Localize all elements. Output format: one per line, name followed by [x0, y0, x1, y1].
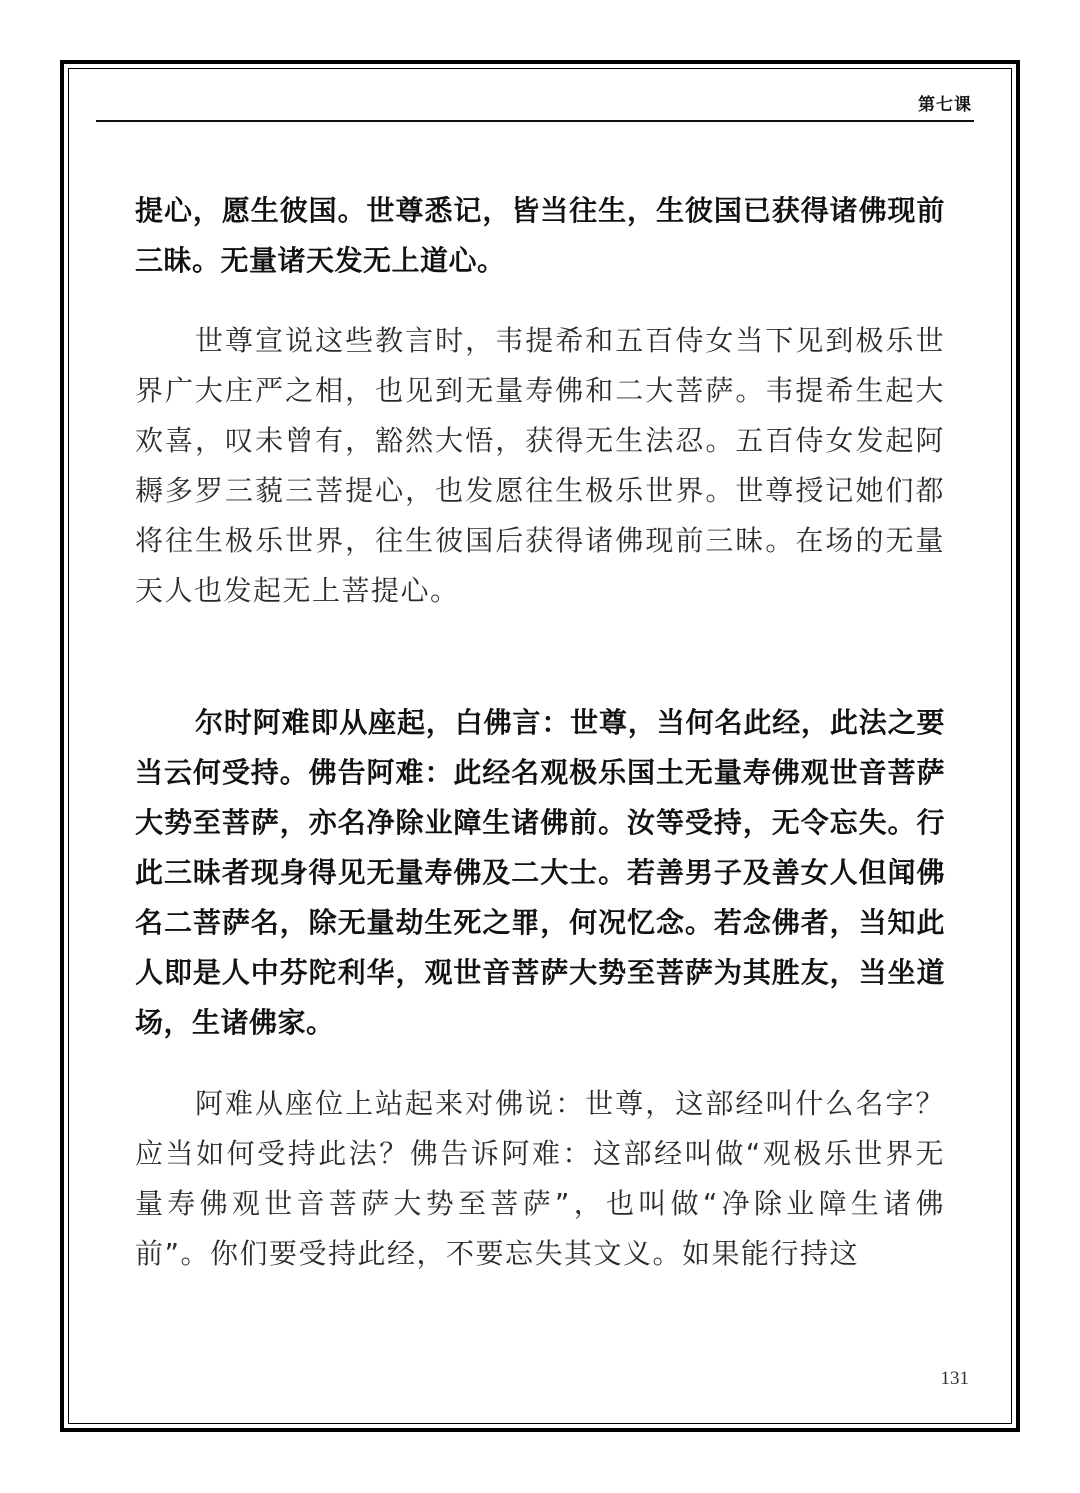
explanation-paragraph-2: 阿难从座位上站起来对佛说：世尊，这部经叫什么名字？应当如何受持此法？佛告诉阿难：这部经叫做“观极乐世界无量寿佛观世音菩萨大势至菩萨”，也叫做“净除业障生诸佛前”。你们要受持此经，不要忘失其文义。如果能行持这: [135, 1087, 945, 1270]
sutra-passage-1: 提心，愿生彼国。世尊悉记，皆当往生，生彼国已获得诸佛现前三昧。无量诸天发无上道心。: [135, 194, 945, 277]
chapter-running-head: 第七课: [918, 95, 972, 115]
sutra-passage-2: 尔时阿难即从座起，白佛言：世尊，当何名此经，此法之要当云何受持。佛告阿难：此经名观极乐国土无量寿佛观世音菩萨大势至菩萨，亦名净除业障生诸佛前。汝等受持，无令忘失。行此三昧者现身得见无量寿佛及二大士。若善男子及善女人但闻佛名二菩萨名，除无量劫生死之罪，何况忆念。若念佛者，当知此人即是人中芬陀利华，观世音菩萨大势至菩萨为其胜友，当坐道场，生诸佛家。: [135, 706, 945, 1039]
explanation-paragraph-1: 世尊宣说这些教言时，韦提希和五百侍女当下见到极乐世界广大庄严之相，也见到无量寿佛和二大菩萨。韦提希生起大欢喜，叹未曾有，豁然大悟，获得无生法忍。五百侍女发起阿耨多罗三藐三菩提心，也发愿往生极乐世界。世尊授记她们都将往生极乐世界，往生彼国后获得诸佛现前三昧。在场的无量天人也发起无上菩提心。: [135, 324, 945, 607]
header-rule: [96, 120, 974, 122]
page-number: 131: [940, 1368, 969, 1389]
